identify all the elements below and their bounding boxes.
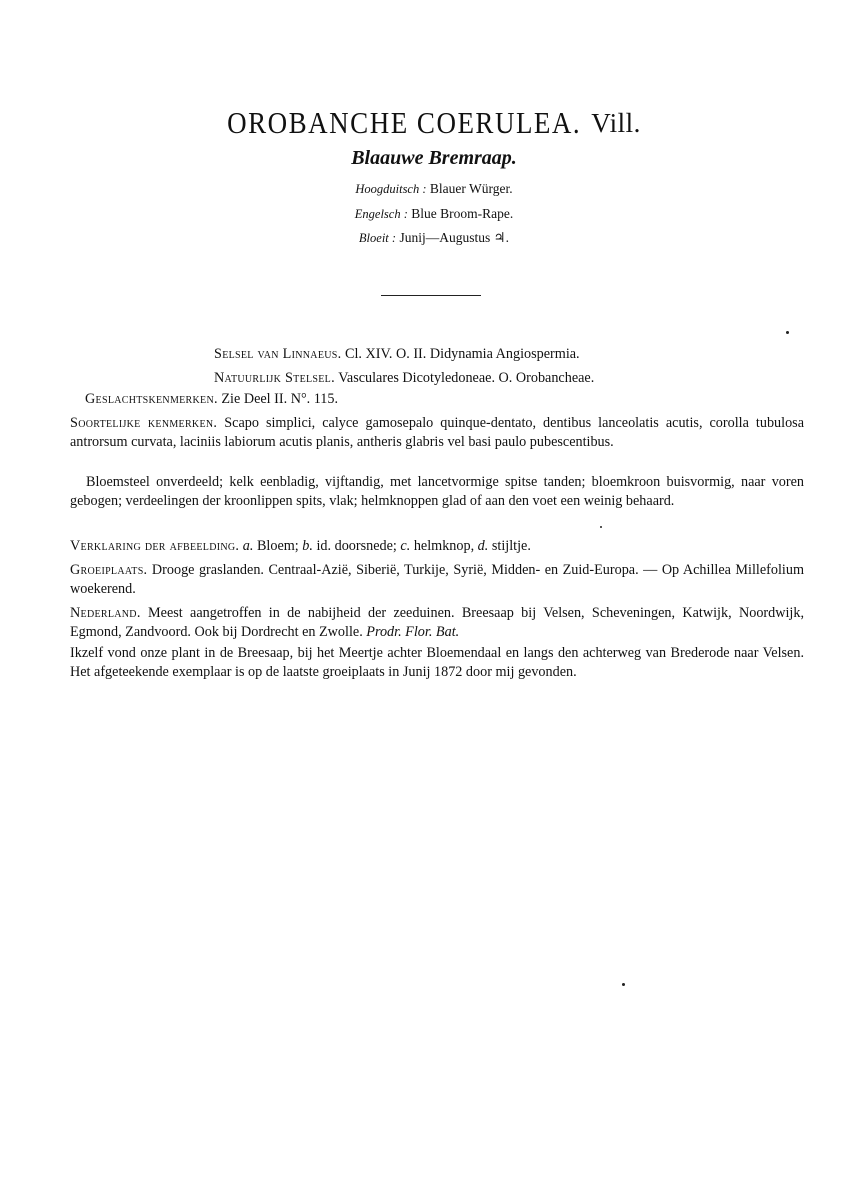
figure-key-b: b. [302,538,313,554]
figure-key-d: d. [477,538,489,554]
bloom-line [0,229,868,247]
species-name: OROBANCHE COERULEA. [227,106,582,140]
divider [381,295,481,296]
bloom-label: Bloeit : [358,231,397,245]
figure-explanation-paragraph [70,537,804,556]
english-name-line [0,205,868,223]
german-label: Hoogduitsch : [355,182,427,196]
genus-value: Zie Deel II. N°. 115. [221,391,339,407]
netherlands-note-text: Ikzelf vond onze plant in de Breesaap, bij het Meertje achter Bloemendaal en langs den achterweg van Brederode naar Velsen. Het afgeteekende exemplaar is op de laatste groeiplaats in Junij 1872 door mij gevonden. [70,645,804,680]
figure-key-b-text: id. doorsnede; [316,538,397,554]
natural-value: Vasculares Dicotyledoneae. O. Orobancheae. [338,370,595,386]
linnaeus-value: Cl. XIV. O. II. Didynamia Angiospermia. [345,346,580,362]
habitat-text: Drooge graslanden. Centraal-Azië, Siberië, Turkije, Syrië, Midden- en Zuid-Europa. — Op Achillea Millefolium woekerend. [70,562,804,597]
species-latin-paragraph [70,414,804,452]
species-author: Vill. [591,108,641,138]
species-latin-text: Scapo simplici, calyce gamosepalo quinque-dentato, dentibus lanceolatis acutis, corolla tubulosa antrorsum curvata, laciniis labiorum acutis planis, antheris glabris vel basi paulo pubescentibus. [70,415,805,450]
specks [786,331,789,334]
figure-explanation-label: Verklaring der afbeelding. [70,538,240,554]
species-dutch-paragraph [70,473,804,511]
specks [622,983,625,986]
netherlands-text: Meest aangetroffen in de nabijheid der zeeduinen. Breesaap bij Velsen, Scheveningen, Katwijk, Noordwijk, Egmond, Zandvoord. Ook bij Dordrecht en Zwolle. [70,605,804,640]
netherlands-label: Nederland. [70,605,141,621]
genus-line [85,390,338,409]
english-label: Engelsch : [354,207,408,221]
figure-key-a-text: Bloem; [256,538,299,554]
habitat-label: Groeiplaats. [70,562,148,578]
habitat-paragraph [70,561,804,599]
netherlands-reference: Prodr. Flor. Bat. [366,624,460,640]
natural-label: Natuurlijk Stelsel. [214,370,335,386]
english-value: Blue Broom-Rape. [411,206,514,221]
dutch-name: Blaauwe Bremraap. [351,147,517,169]
german-name-line [0,180,868,198]
netherlands-note-paragraph [70,644,804,682]
natural-system-line [214,369,594,388]
figure-key-d-text: stijltje. [491,538,531,554]
netherlands-paragraph [70,604,804,642]
genus-label: Geslachtskenmerken. [85,391,218,407]
german-value: Blauer Würger. [429,181,513,196]
specks [600,526,602,528]
figure-key-c: c. [400,538,411,554]
species-label: Soortelijke kenmerken. [70,415,218,431]
linnaeus-label: Selsel van Linnaeus. [214,346,342,362]
species-dutch-text: Bloemsteel onverdeeld; kelk eenbladig, vijftandig, met lancetvormige spitse tanden; bloemkroon buisvormig, naar voren gebogen; verdeelingen der kroonlippen spits, vlak; helmknoppen glad of aan den voet een weinig behaard. [70,474,804,509]
bloom-value: Junij—Augustus ♃. [399,230,510,245]
page-title [0,106,868,140]
linnaeus-system-line [214,345,580,364]
figure-key-c-text: helmknop, [413,538,475,554]
figure-key-a: a. [242,538,254,554]
